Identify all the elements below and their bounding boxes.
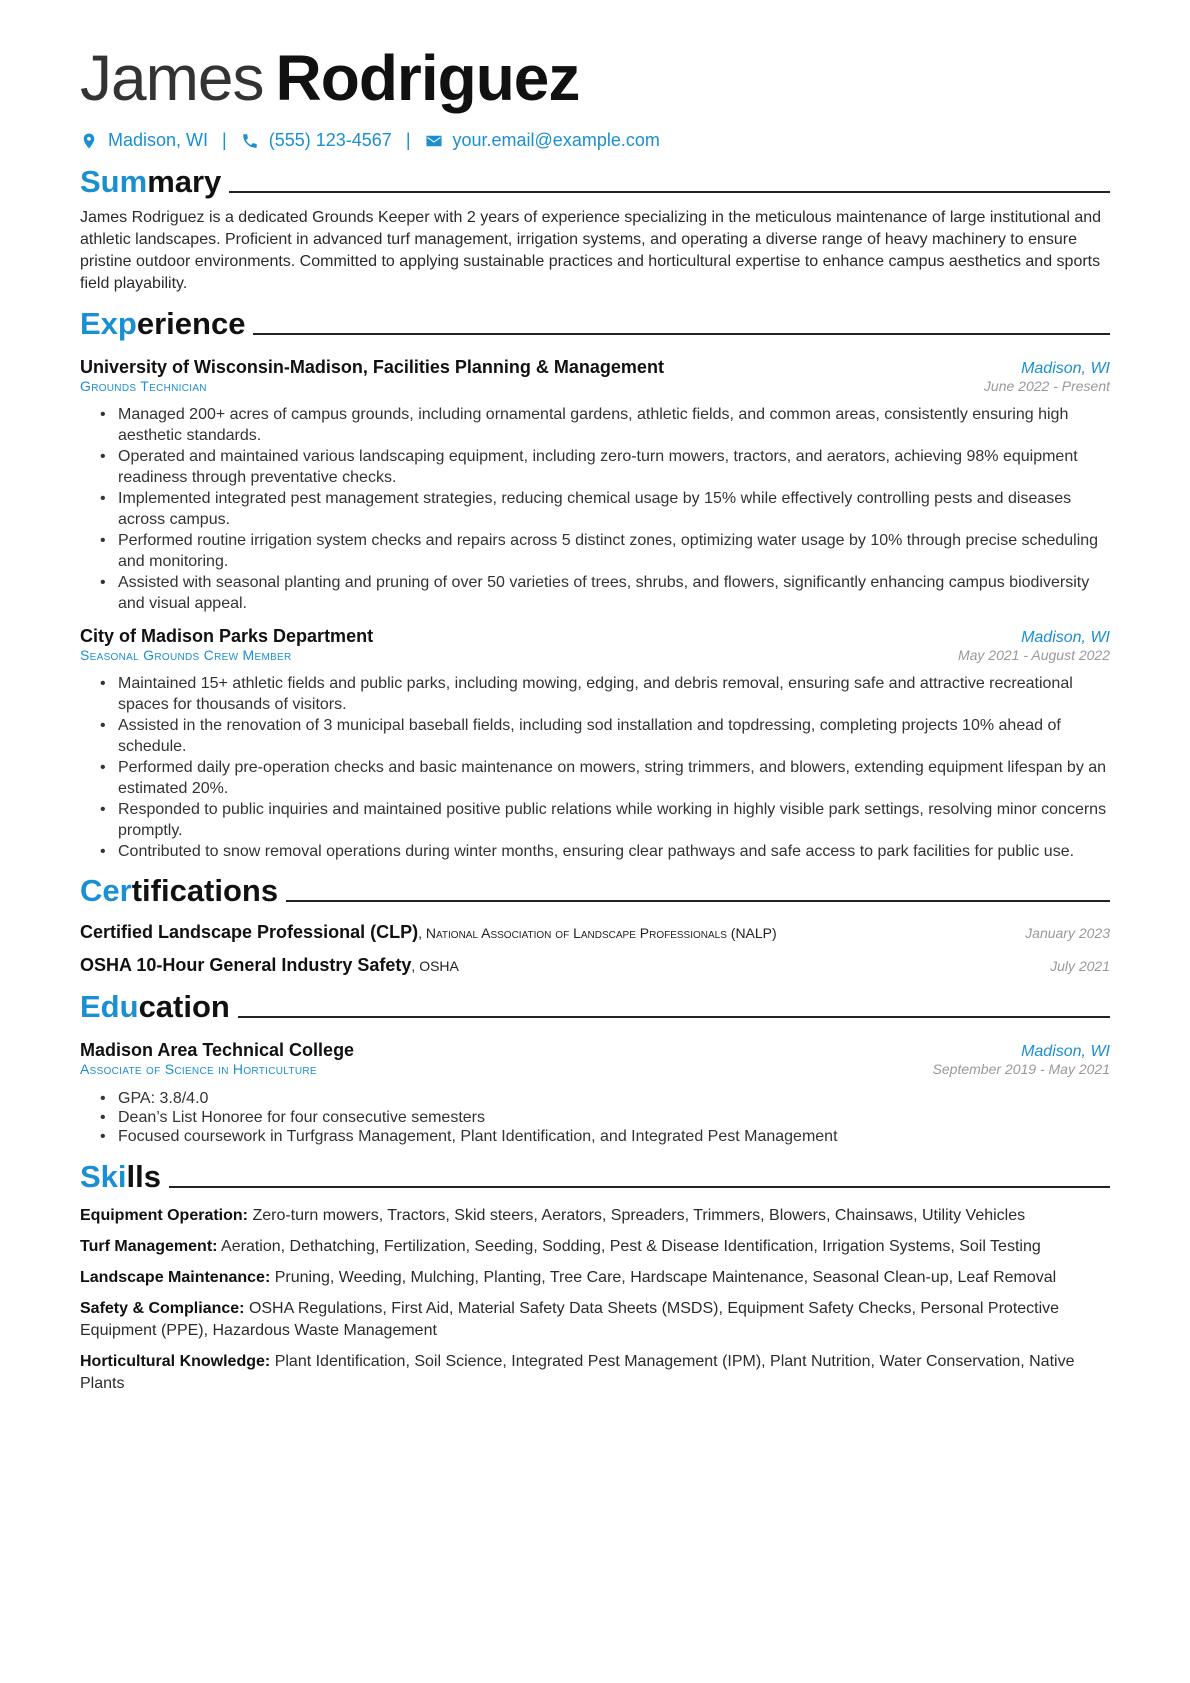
job-entry [80, 626, 1110, 862]
contact-separator: | [222, 130, 227, 150]
section-rule [286, 900, 1110, 902]
contact-separator: | [405, 130, 411, 150]
section-rule [238, 1016, 1110, 1018]
skill-row [80, 1236, 1110, 1258]
contact-bar [80, 130, 1110, 151]
certification-item: Certified Landscape Professional (CLP), National Association of Landscape Professionals (NALP) January 2023 [80, 922, 1110, 942]
envelope-icon [425, 132, 443, 150]
education-heading: Education [80, 988, 1110, 1026]
list-item: • Implemented integrated pest management strategies, reducing chemical usage by 15% while effectively controlling pests and diseases across campus. [100, 488, 1110, 530]
section-rule [169, 1186, 1110, 1188]
list-item: • Responded to public inquiries and maintained positive public relations while working in highly visible park settings, resolving minor concerns promptly. [100, 799, 1110, 841]
education-entry [80, 1040, 1110, 1146]
candidate-name [80, 40, 1110, 116]
school-name: Madison Area Technical College [80, 1040, 355, 1060]
skill-category: Equipment Operation: [80, 1207, 248, 1224]
phone-text: (555) 123-4567 [268, 130, 392, 150]
contact-email[interactable] [425, 130, 660, 151]
location-text: Madison, WI [108, 130, 209, 150]
job-role: Grounds Technician [80, 378, 207, 394]
list-item: • Assisted with seasonal planting and pruning of over 50 varieties of trees, shrubs, and flowers, significantly enhancing campus biodiversity and visual appeal. [100, 572, 1110, 614]
list-item: • Operated and maintained various landscaping equipment, including zero-turn mowers, tractors, and aerators, achieving 98% equipment readiness through preventative checks. [100, 446, 1110, 488]
cert-date: July 2021 [1050, 958, 1110, 974]
cert-issuer: National Association of Landscape Professionals (NALP) [425, 925, 777, 941]
job-dates: June 2022 - Present [983, 378, 1110, 394]
certifications-heading: Certifications [80, 872, 1110, 910]
skill-row [80, 1267, 1110, 1289]
list-item: • Managed 200+ acres of campus grounds, including ornamental gardens, athletic fields, and common areas, consistently ensuring high aesthetic standards. [100, 404, 1110, 446]
skill-row [80, 1351, 1110, 1395]
phone-icon [241, 132, 259, 150]
education-dates: September 2019 - May 2021 [932, 1061, 1110, 1077]
list-item: • Contributed to snow removal operations during winter months, ensuring clear pathways and safe access to park facilities for public use. [100, 841, 1110, 862]
contact-phone[interactable] [241, 130, 392, 151]
skill-category: Horticultural Knowledge: [80, 1353, 271, 1370]
section-rule [229, 191, 1110, 193]
job-location: Madison, WI [1021, 360, 1110, 377]
first-name: James [80, 42, 264, 114]
job-location: Madison, WI [1021, 629, 1110, 646]
skills-heading: Skills [80, 1158, 1110, 1196]
location-pin-icon [80, 132, 98, 150]
skill-list: Zero-turn mowers, Tractors, Skid steers, Aerators, Spreaders, Trimmers, Blowers, Chainsaws, Utility Vehicles [252, 1207, 1026, 1224]
list-item: • Performed daily pre-operation checks and basic maintenance on mowers, string trimmers, and blowers, extending equipment lifespan by an estimated 20%. [100, 757, 1110, 799]
skill-category: Turf Management: [80, 1238, 218, 1255]
cert-name: Certified Landscape Professional (CLP) [80, 922, 419, 942]
list-item: • Assisted in the renovation of 3 municipal baseball fields, including sod installation and topdressing, completing projects 10% ahead of schedule. [100, 715, 1110, 757]
list-item: • Maintained 15+ athletic fields and public parks, including mowing, edging, and debris removal, ensuring safe and attractive recreational spaces for thousands of visitors. [100, 673, 1110, 715]
skill-row [80, 1205, 1110, 1227]
job-org: University of Wisconsin-Madison, Facilities Planning & Management [80, 357, 664, 377]
list-item: • GPA: 3.8/4.0 [100, 1089, 1110, 1108]
certification-item: OSHA 10-Hour General Industry Safety, OSHA July 2021 [80, 955, 1110, 975]
job-bullets [80, 404, 1110, 614]
job-entry [80, 357, 1110, 614]
school-location: Madison, WI [1021, 1043, 1110, 1060]
job-role: Seasonal Grounds Crew Member [80, 647, 292, 663]
cert-name: OSHA 10-Hour General Industry Safety [80, 955, 412, 975]
skill-category: Landscape Maintenance: [80, 1269, 271, 1286]
last-name: Rodriguez [275, 42, 580, 114]
summary-text: James Rodriguez is a dedicated Grounds Keeper with 2 years of experience specializing in the meticulous maintenance of large institutional and athletic landscapes. Proficient in advanced turf management, irrigation systems, and operating a diverse range of heavy machinery to ensure pristine outdoor environments. Committed to applying sustainable practices and horticultural expertise to enhance campus aesthetics and sports field playability. [80, 209, 1102, 292]
list-item: • Performed routine irrigation system checks and repairs across 5 distinct zones, optimizing water usage by 10% through precise scheduling and monitoring. [100, 530, 1110, 572]
job-org: City of Madison Parks Department [80, 626, 374, 646]
job-bullets [80, 673, 1110, 862]
skill-list: OSHA Regulations, First Aid, Material Safety Data Sheets (MSDS), Equipment Safety Checks, Personal Protective Equipment (PPE), Hazardous Waste Management [80, 1300, 1060, 1339]
email-text: your.email@example.com [452, 130, 660, 150]
skill-list: Pruning, Weeding, Mulching, Planting, Tree Care, Hardscape Maintenance, Seasonal Clean-up, Leaf Removal [274, 1269, 1057, 1286]
job-dates: May 2021 - August 2022 [957, 647, 1110, 663]
degree: Associate of Science in Horticulture [80, 1061, 317, 1077]
cert-date: January 2023 [1025, 925, 1110, 941]
list-item: • Dean’s List Honoree for four consecutive semesters [100, 1108, 1110, 1127]
section-rule [253, 333, 1110, 335]
education-bullets [80, 1089, 1110, 1146]
skill-list: Aeration, Dethatching, Fertilization, Seeding, Sodding, Pest & Disease Identification, Irrigation Systems, Soil Testing [221, 1238, 1041, 1255]
skill-row [80, 1298, 1110, 1342]
skill-list: Plant Identification, Soil Science, Integrated Pest Management (IPM), Plant Nutrition, Water Conservation, Native Plants [80, 1353, 1075, 1392]
cert-issuer: OSHA [419, 958, 459, 974]
experience-heading: Experience [80, 305, 1110, 343]
contact-location [80, 130, 208, 151]
summary-heading: Summary [80, 163, 1110, 201]
list-item: • Focused coursework in Turfgrass Management, Plant Identification, and Integrated Pest Management [100, 1127, 1110, 1146]
skill-category: Safety & Compliance: [80, 1300, 245, 1317]
